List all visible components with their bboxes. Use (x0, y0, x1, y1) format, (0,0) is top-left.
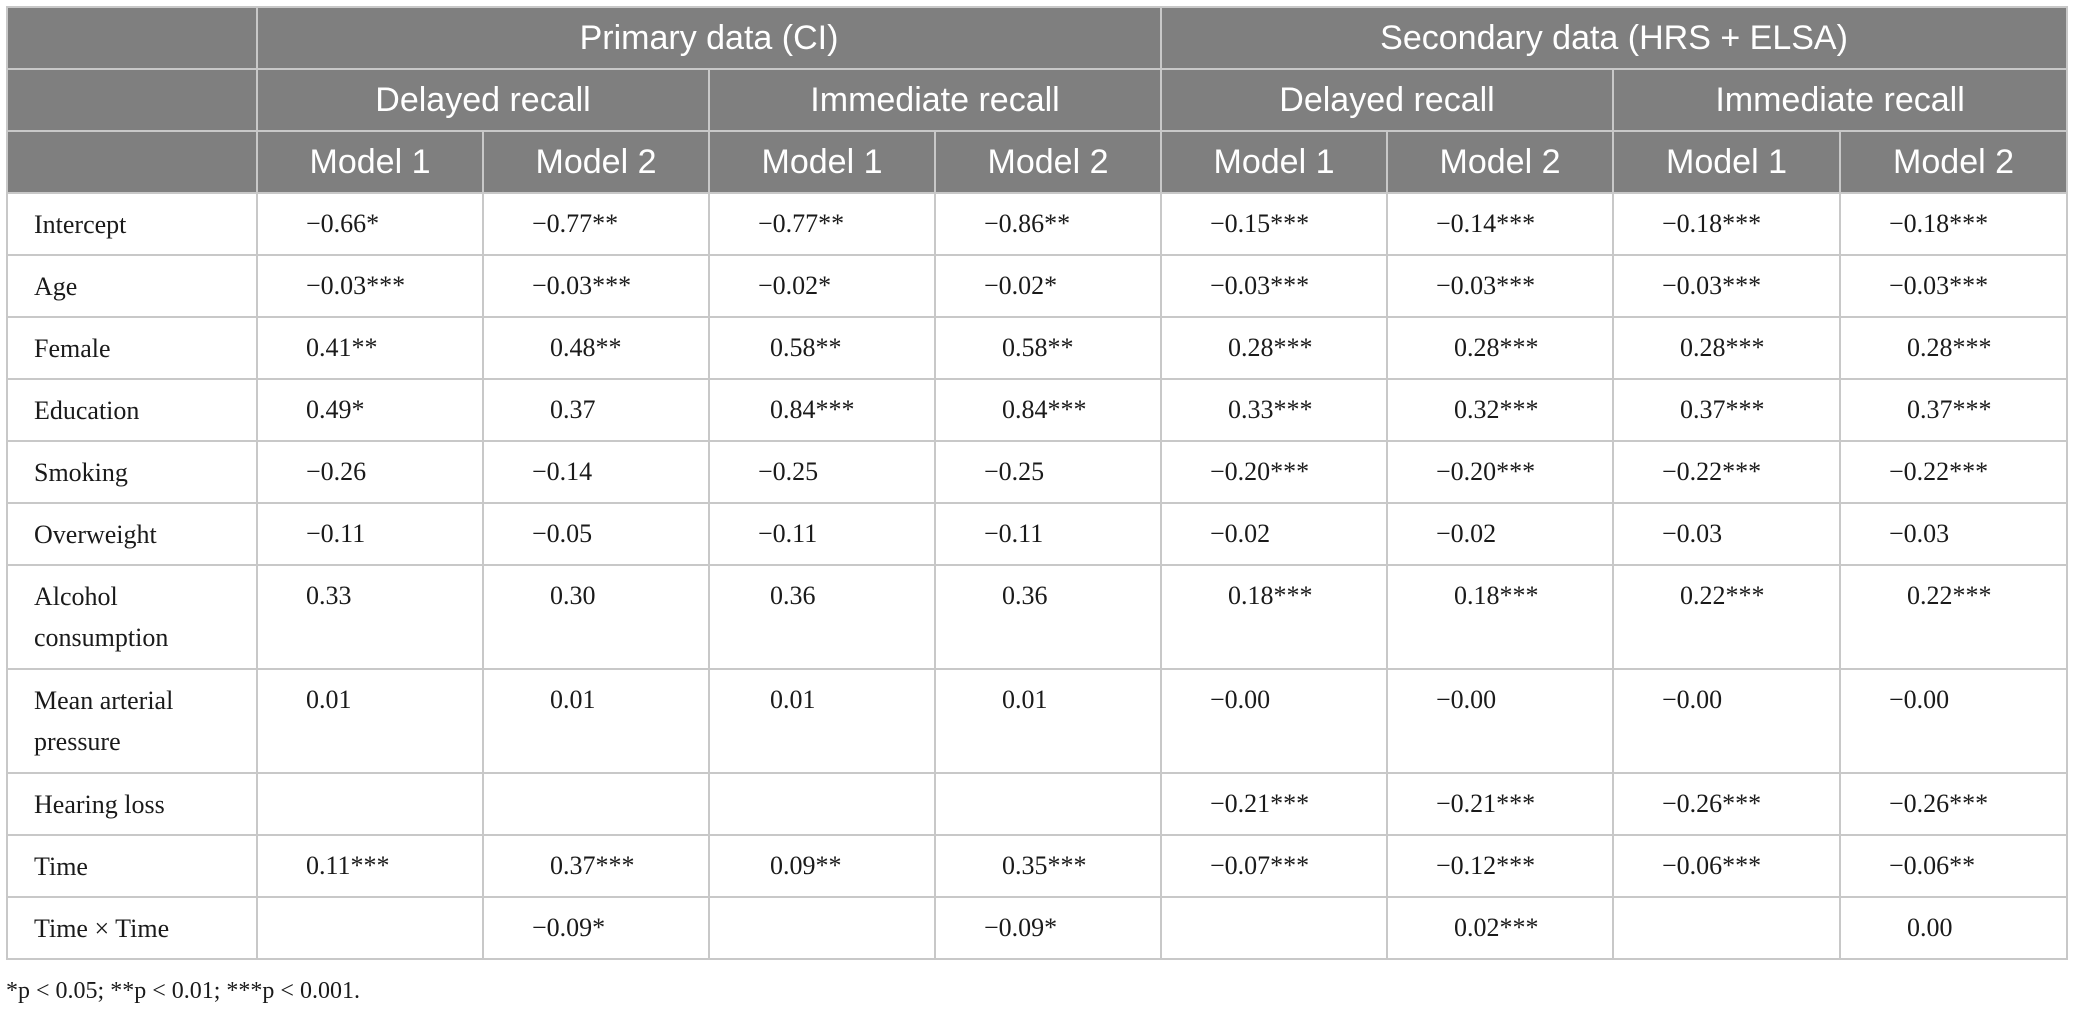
row-label: Alcohol consumption (7, 565, 257, 669)
table-cell (1161, 835, 1387, 897)
cell-value: −0.03*** (532, 271, 632, 300)
significance-footnote: *p < 0.05; **p < 0.01; ***p < 0.001. (6, 978, 360, 1004)
table-cell (935, 255, 1161, 317)
header-model-2: Model 2 (1840, 131, 2067, 193)
table-cell (257, 669, 483, 773)
cell-value: 0.84*** (1002, 395, 1087, 424)
table-cell (1387, 441, 1613, 503)
header-group-secondary: Secondary data (HRS + ELSA) (1161, 7, 2067, 69)
table-row (7, 379, 2067, 441)
cell-value: 0.37*** (550, 851, 635, 880)
table-cell (1161, 255, 1387, 317)
table-row (7, 669, 2067, 773)
cell-value: 0.11*** (306, 851, 390, 880)
table-cell (709, 503, 935, 565)
cell-value: 0.37 (550, 395, 596, 424)
table-row (7, 193, 2067, 255)
table-cell (935, 317, 1161, 379)
table-cell (483, 669, 709, 773)
cell-value: 0.01 (1002, 685, 1048, 714)
cell-value: 0.28*** (1454, 333, 1539, 362)
table-row (7, 441, 2067, 503)
table-cell (709, 379, 935, 441)
header-model-1: Model 1 (257, 131, 483, 193)
row-label: Overweight (7, 503, 257, 565)
table-row (7, 255, 2067, 317)
cell-value: −0.03 (1662, 519, 1723, 548)
table-cell (709, 835, 935, 897)
table-cell (1387, 669, 1613, 773)
cell-value: −0.00 (1889, 685, 1950, 714)
table-cell (935, 503, 1161, 565)
table-cell (1387, 193, 1613, 255)
cell-value: −0.25 (758, 457, 819, 486)
cell-value: −0.11 (758, 519, 818, 548)
table-cell (483, 441, 709, 503)
table-cell (1387, 835, 1613, 897)
cell-value: 0.18*** (1228, 581, 1313, 610)
cell-value: −0.03*** (1436, 271, 1536, 300)
cell-value: −0.06*** (1662, 851, 1762, 880)
cell-value: 0.28*** (1228, 333, 1313, 362)
cell-value: −0.86** (984, 209, 1071, 238)
cell-value: −0.09* (532, 913, 606, 942)
table-cell (483, 193, 709, 255)
cell-value: −0.11 (306, 519, 366, 548)
table-cell (1387, 317, 1613, 379)
row-label: Smoking (7, 441, 257, 503)
table-cell (1840, 441, 2067, 503)
table-cell (935, 773, 1161, 835)
cell-value: 0.01 (306, 685, 352, 714)
table-cell (1613, 379, 1840, 441)
table-cell (935, 669, 1161, 773)
table-cell (483, 565, 709, 669)
cell-value: 0.41** (306, 333, 378, 362)
header-model-2: Model 2 (483, 131, 709, 193)
table-cell (257, 317, 483, 379)
table-cell (483, 255, 709, 317)
table-cell (1613, 773, 1840, 835)
cell-value: 0.28*** (1680, 333, 1765, 362)
table-cell (935, 835, 1161, 897)
cell-value: −0.20*** (1436, 457, 1536, 486)
table-cell (1161, 773, 1387, 835)
table-cell (1387, 503, 1613, 565)
header-group-primary: Primary data (CI) (257, 7, 1161, 69)
cell-value: 0.35*** (1002, 851, 1087, 880)
cell-value: −0.26*** (1662, 789, 1762, 818)
table-cell (1387, 897, 1613, 959)
cell-value: −0.22*** (1662, 457, 1762, 486)
table-cell (709, 897, 935, 959)
table-cell (1613, 255, 1840, 317)
cell-value: −0.15*** (1210, 209, 1310, 238)
row-label: Intercept (7, 193, 257, 255)
table-cell (935, 897, 1161, 959)
table-row (7, 773, 2067, 835)
cell-value: −0.02* (984, 271, 1058, 300)
table-cell (1387, 255, 1613, 317)
table-cell (1613, 669, 1840, 773)
table-cell (257, 193, 483, 255)
cell-value: −0.05 (532, 519, 593, 548)
table-cell (483, 897, 709, 959)
cell-value: −0.26*** (1889, 789, 1989, 818)
cell-value: −0.03*** (1889, 271, 1989, 300)
table-cell (1840, 503, 2067, 565)
cell-value: 0.02*** (1454, 913, 1539, 942)
table-cell (483, 379, 709, 441)
row-label: Female (7, 317, 257, 379)
cell-value: −0.21*** (1210, 789, 1310, 818)
cell-value: 0.37*** (1907, 395, 1992, 424)
header-primary-immediate-recall: Immediate recall (709, 69, 1161, 131)
cell-value: 0.48** (550, 333, 622, 362)
table-cell (257, 897, 483, 959)
cell-value: −0.14 (532, 457, 593, 486)
cell-value: −0.03*** (1210, 271, 1310, 300)
cell-value: −0.20*** (1210, 457, 1310, 486)
cell-value: 0.30 (550, 581, 596, 610)
table-cell (1161, 193, 1387, 255)
cell-value: −0.22*** (1889, 457, 1989, 486)
table-cell (1840, 835, 2067, 897)
table-cell (483, 317, 709, 379)
table-cell (1387, 379, 1613, 441)
header-primary-delayed-recall: Delayed recall (257, 69, 709, 131)
cell-value: −0.12*** (1436, 851, 1536, 880)
header-secondary-immediate-recall: Immediate recall (1613, 69, 2067, 131)
table-cell (1387, 565, 1613, 669)
table-cell (709, 669, 935, 773)
cell-value: −0.66* (306, 209, 380, 238)
table-body (7, 193, 2067, 959)
table-cell (709, 193, 935, 255)
table-row (7, 835, 2067, 897)
table-cell (1613, 317, 1840, 379)
table-cell (1161, 565, 1387, 669)
cell-value: −0.21*** (1436, 789, 1536, 818)
table-cell (1840, 255, 2067, 317)
cell-value: 0.37*** (1680, 395, 1765, 424)
table-cell (709, 255, 935, 317)
cell-value: 0.84*** (770, 395, 855, 424)
cell-value: 0.22*** (1907, 581, 1992, 610)
table-cell (1840, 897, 2067, 959)
header-model-1: Model 1 (709, 131, 935, 193)
table-cell (709, 565, 935, 669)
table-row (7, 565, 2067, 669)
cell-value: −0.00 (1436, 685, 1497, 714)
cell-value: −0.06** (1889, 851, 1976, 880)
cell-value: −0.02 (1436, 519, 1497, 548)
cell-value: −0.03*** (1662, 271, 1762, 300)
cell-value: −0.14*** (1436, 209, 1536, 238)
row-label: Mean arterial pressure (7, 669, 257, 773)
row-label: Time × Time (7, 897, 257, 959)
cell-value: 0.49* (306, 395, 365, 424)
table-cell (483, 835, 709, 897)
cell-value: 0.00 (1907, 913, 1953, 942)
table-cell (709, 317, 935, 379)
table-cell (709, 441, 935, 503)
cell-value: −0.11 (984, 519, 1044, 548)
table-cell (257, 503, 483, 565)
cell-value: −0.26 (306, 457, 367, 486)
cell-value: −0.00 (1210, 685, 1271, 714)
header-corner-cell (7, 131, 257, 193)
row-label: Time (7, 835, 257, 897)
table-cell (1840, 379, 2067, 441)
cell-value: 0.22*** (1680, 581, 1765, 610)
cell-value: 0.01 (550, 685, 596, 714)
table-cell (1387, 773, 1613, 835)
row-label: Education (7, 379, 257, 441)
cell-value: −0.18*** (1889, 209, 1989, 238)
header-secondary-delayed-recall: Delayed recall (1161, 69, 1613, 131)
table-cell (1613, 441, 1840, 503)
regression-results-table (6, 6, 2068, 960)
cell-value: 0.09** (770, 851, 842, 880)
row-label: Hearing loss (7, 773, 257, 835)
table-cell (1840, 193, 2067, 255)
header-corner-cell (7, 7, 257, 69)
table-cell (1161, 669, 1387, 773)
table-cell (1161, 379, 1387, 441)
cell-value: 0.32*** (1454, 395, 1539, 424)
cell-value: 0.33 (306, 581, 352, 610)
table-cell (1840, 565, 2067, 669)
table-cell (1161, 503, 1387, 565)
header-model-2: Model 2 (1387, 131, 1613, 193)
table-cell (1840, 317, 2067, 379)
cell-value: −0.00 (1662, 685, 1723, 714)
table-row (7, 317, 2067, 379)
table-cell (1613, 835, 1840, 897)
header-corner-cell (7, 69, 257, 131)
table-row (7, 503, 2067, 565)
header-model-1: Model 1 (1161, 131, 1387, 193)
table-cell (257, 835, 483, 897)
table-cell (1161, 317, 1387, 379)
cell-value: −0.07*** (1210, 851, 1310, 880)
cell-value: 0.36 (1002, 581, 1048, 610)
cell-value: −0.18*** (1662, 209, 1762, 238)
cell-value: −0.02* (758, 271, 832, 300)
results-table-container (6, 6, 2066, 960)
table-cell (483, 773, 709, 835)
row-label: Age (7, 255, 257, 317)
table-cell (935, 441, 1161, 503)
table-cell (1840, 669, 2067, 773)
cell-value: −0.77** (758, 209, 845, 238)
table-cell (257, 255, 483, 317)
table-cell (1161, 441, 1387, 503)
table-cell (483, 503, 709, 565)
table-cell (1613, 503, 1840, 565)
table-cell (1613, 897, 1840, 959)
cell-value: −0.77** (532, 209, 619, 238)
table-row (7, 897, 2067, 959)
cell-value: 0.28*** (1907, 333, 1992, 362)
cell-value: −0.25 (984, 457, 1045, 486)
table-cell (935, 193, 1161, 255)
cell-value: 0.58** (770, 333, 842, 362)
table-cell (257, 441, 483, 503)
table-cell (1161, 897, 1387, 959)
table-cell (257, 773, 483, 835)
table-cell (935, 565, 1161, 669)
cell-value: −0.02 (1210, 519, 1271, 548)
table-cell (257, 379, 483, 441)
cell-value: −0.03*** (306, 271, 406, 300)
cell-value: 0.36 (770, 581, 816, 610)
table-cell (1613, 565, 1840, 669)
table-cell (935, 379, 1161, 441)
table-cell (1840, 773, 2067, 835)
cell-value: −0.09* (984, 913, 1058, 942)
table-cell (709, 773, 935, 835)
table-header (7, 7, 2067, 193)
cell-value: 0.01 (770, 685, 816, 714)
table-cell (257, 565, 483, 669)
cell-value: 0.33*** (1228, 395, 1313, 424)
cell-value: 0.18*** (1454, 581, 1539, 610)
header-model-1: Model 1 (1613, 131, 1840, 193)
cell-value: 0.58** (1002, 333, 1074, 362)
table-cell (1613, 193, 1840, 255)
cell-value: −0.03 (1889, 519, 1950, 548)
header-model-2: Model 2 (935, 131, 1161, 193)
